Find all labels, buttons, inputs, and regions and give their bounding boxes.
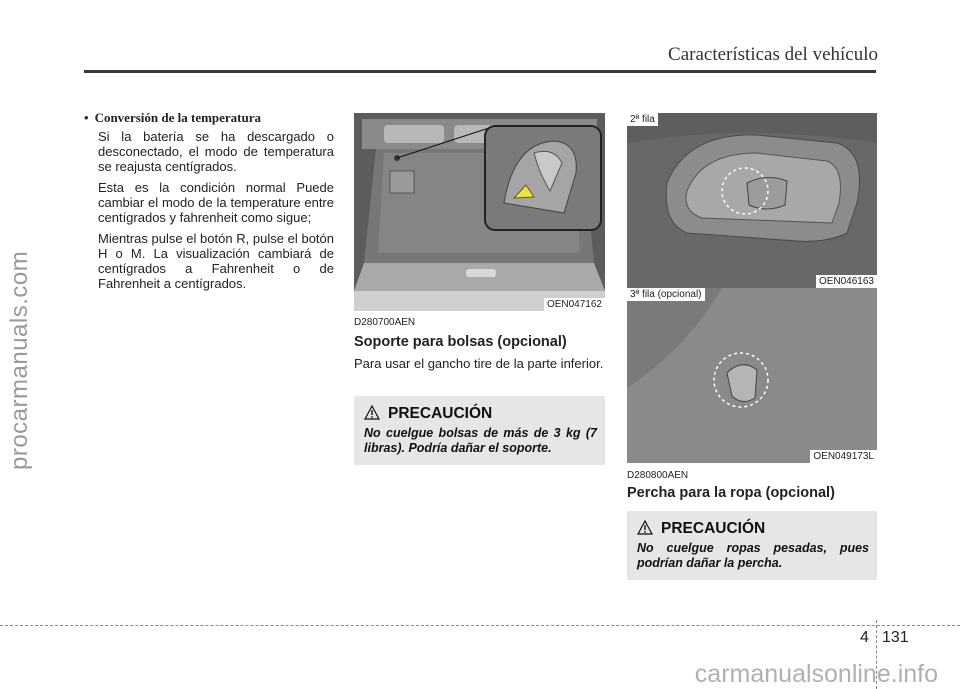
third-row-caption: OEN049173L	[810, 450, 877, 463]
bag-holder-body: Para usar el gancho tire de la parte inferior.	[354, 356, 604, 371]
third-row-hanger-photo	[627, 288, 877, 463]
section-title-bag-holder: Soporte para bolsas (opcional)	[354, 334, 567, 350]
page-number: 131	[882, 629, 909, 646]
warning-icon	[364, 405, 380, 420]
chapter-header-title: Características del vehículo	[668, 44, 878, 65]
cargo-area-illustration	[354, 113, 605, 311]
second-row-caption: OEN046163	[816, 275, 877, 288]
second-row-hanger-illustration	[627, 113, 877, 288]
paragraph-3: Mientras pulse el botón R, pulse el botón H o M. La visualización cambiará de centígrados a Fahrenheit o de Fahrenheit a centígrados.	[98, 231, 334, 291]
section-code: D280700AEN	[354, 317, 416, 328]
header-rule	[84, 70, 876, 73]
temperature-title: Conversión de la temperatura	[94, 110, 262, 125]
photo-caption: OEN047162	[544, 298, 605, 311]
footer-dashed-vertical	[876, 620, 877, 689]
bullet-heading	[84, 110, 334, 126]
chapter-number: 4	[860, 629, 869, 646]
cargo-area-photo	[354, 113, 605, 311]
column-temperature	[84, 110, 334, 297]
second-row-label: 2ª fila	[627, 113, 658, 126]
footer-dashed-rule	[0, 625, 960, 626]
third-row-label: 3ª fila (opcional)	[627, 288, 705, 301]
caution-title: PRECAUCIÓN	[388, 405, 493, 422]
second-row-hanger-photo	[627, 113, 877, 288]
third-row-hanger-illustration	[627, 288, 877, 463]
caution-box-bags	[354, 396, 605, 465]
bullet-icon: •	[84, 110, 89, 125]
watermark-bottom: carmanualsonline.info	[694, 660, 938, 688]
section-title-coat-hanger: Percha para la ropa (opcional)	[627, 485, 835, 501]
caution-text: No cuelgue ropas pesadas, pues podrían dañar la percha.	[637, 541, 869, 570]
caution-text: No cuelgue bolsas de más de 3 kg (7 libras). Podría dañar el soporte.	[364, 426, 597, 455]
section-code-hanger: D280800AEN	[627, 470, 689, 481]
watermark-left: procarmanuals.com	[6, 250, 33, 470]
caution-box-hanger	[627, 511, 877, 580]
caution-title: PRECAUCIÓN	[661, 520, 766, 537]
warning-icon	[637, 520, 653, 535]
paragraph-1: Si la batería se ha descargado o desconectado, el modo de temperatura se reajusta centígrados.	[98, 129, 334, 174]
paragraph-2: Esta es la condición normal Puede cambiar el modo de la temperature entre centígrados y fahrenheit como sigue;	[98, 180, 334, 225]
